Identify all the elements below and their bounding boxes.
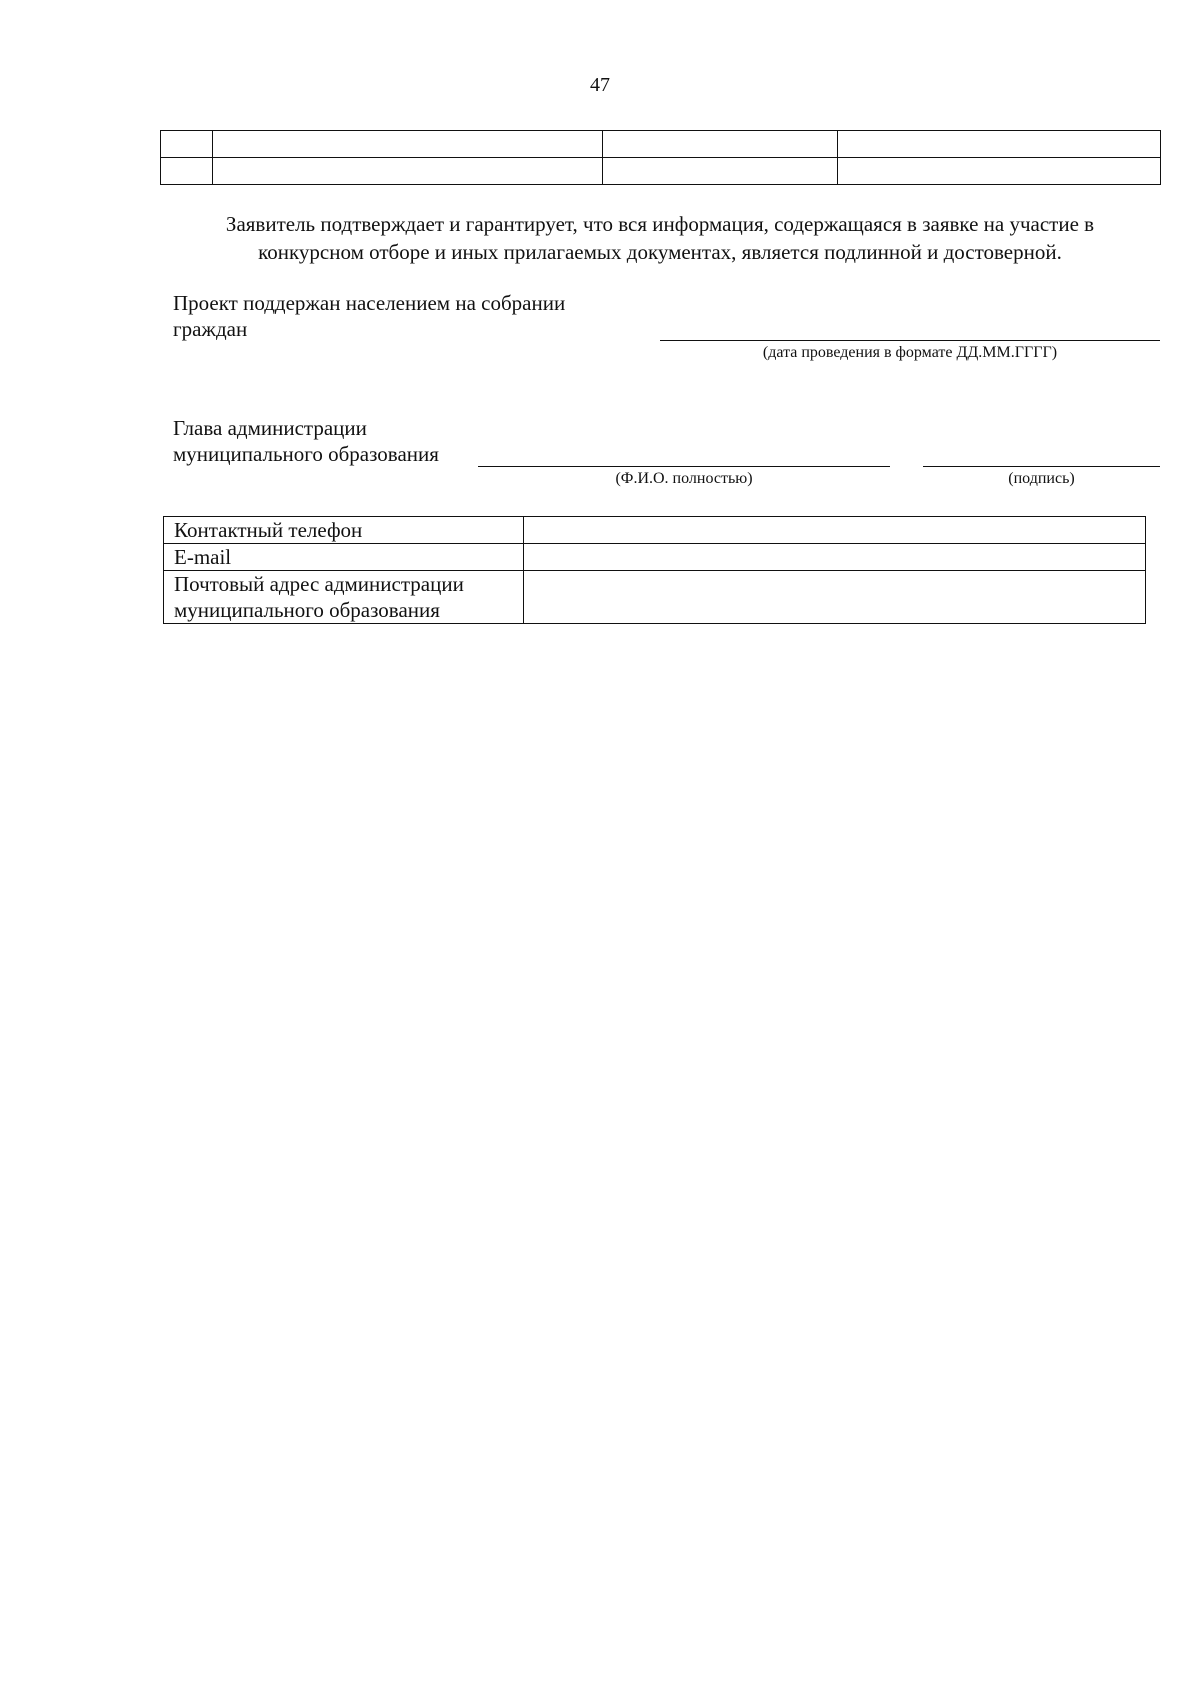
table-row bbox=[164, 544, 1146, 571]
signature-line[interactable] bbox=[923, 466, 1160, 467]
contacts-table bbox=[163, 516, 1146, 624]
applicant-statement bbox=[160, 210, 1160, 266]
table-cell[interactable] bbox=[161, 158, 213, 185]
table-cell[interactable] bbox=[838, 158, 1161, 185]
table-row bbox=[161, 131, 1161, 158]
table-cell[interactable] bbox=[603, 131, 838, 158]
table-row bbox=[161, 158, 1161, 185]
table-cell[interactable] bbox=[213, 131, 603, 158]
table-row bbox=[164, 517, 1146, 544]
top-table bbox=[160, 130, 1161, 185]
full-name-caption: (Ф.И.О. полностью) bbox=[615, 470, 753, 487]
meeting-date-caption: (дата проведения в формате ДД.ММ.ГГГГ) bbox=[762, 344, 1058, 361]
signature-caption: (подпись) bbox=[1008, 470, 1075, 487]
statement-line: Заявитель подтверждает и гарантирует, что вся информация, содержащаяся в заявке на участие в bbox=[225, 212, 1095, 236]
meeting-date-line[interactable] bbox=[660, 340, 1160, 341]
statement-line: конкурсном отборе и иных прилагаемых документах, является подлинной и достоверной. bbox=[258, 240, 1062, 264]
contact-phone-label: Контактный телефон bbox=[164, 517, 524, 544]
table-cell[interactable] bbox=[213, 158, 603, 185]
email-value[interactable] bbox=[524, 544, 1146, 571]
table-cell[interactable] bbox=[838, 131, 1161, 158]
support-label: Проект поддержан населением на собрании граждан bbox=[173, 291, 566, 341]
head-label: Глава администрации муниципального образования bbox=[173, 416, 439, 466]
table-cell[interactable] bbox=[603, 158, 838, 185]
email-label: E-mail bbox=[164, 544, 524, 571]
table-row bbox=[164, 571, 1146, 624]
table-cell[interactable] bbox=[161, 131, 213, 158]
contact-phone-value[interactable] bbox=[524, 517, 1146, 544]
postal-address-label: Почтовый адрес администрации муниципального образования bbox=[164, 571, 524, 624]
postal-address-value[interactable] bbox=[524, 571, 1146, 624]
page-number: 47 bbox=[590, 74, 610, 96]
full-name-line[interactable] bbox=[478, 466, 890, 467]
